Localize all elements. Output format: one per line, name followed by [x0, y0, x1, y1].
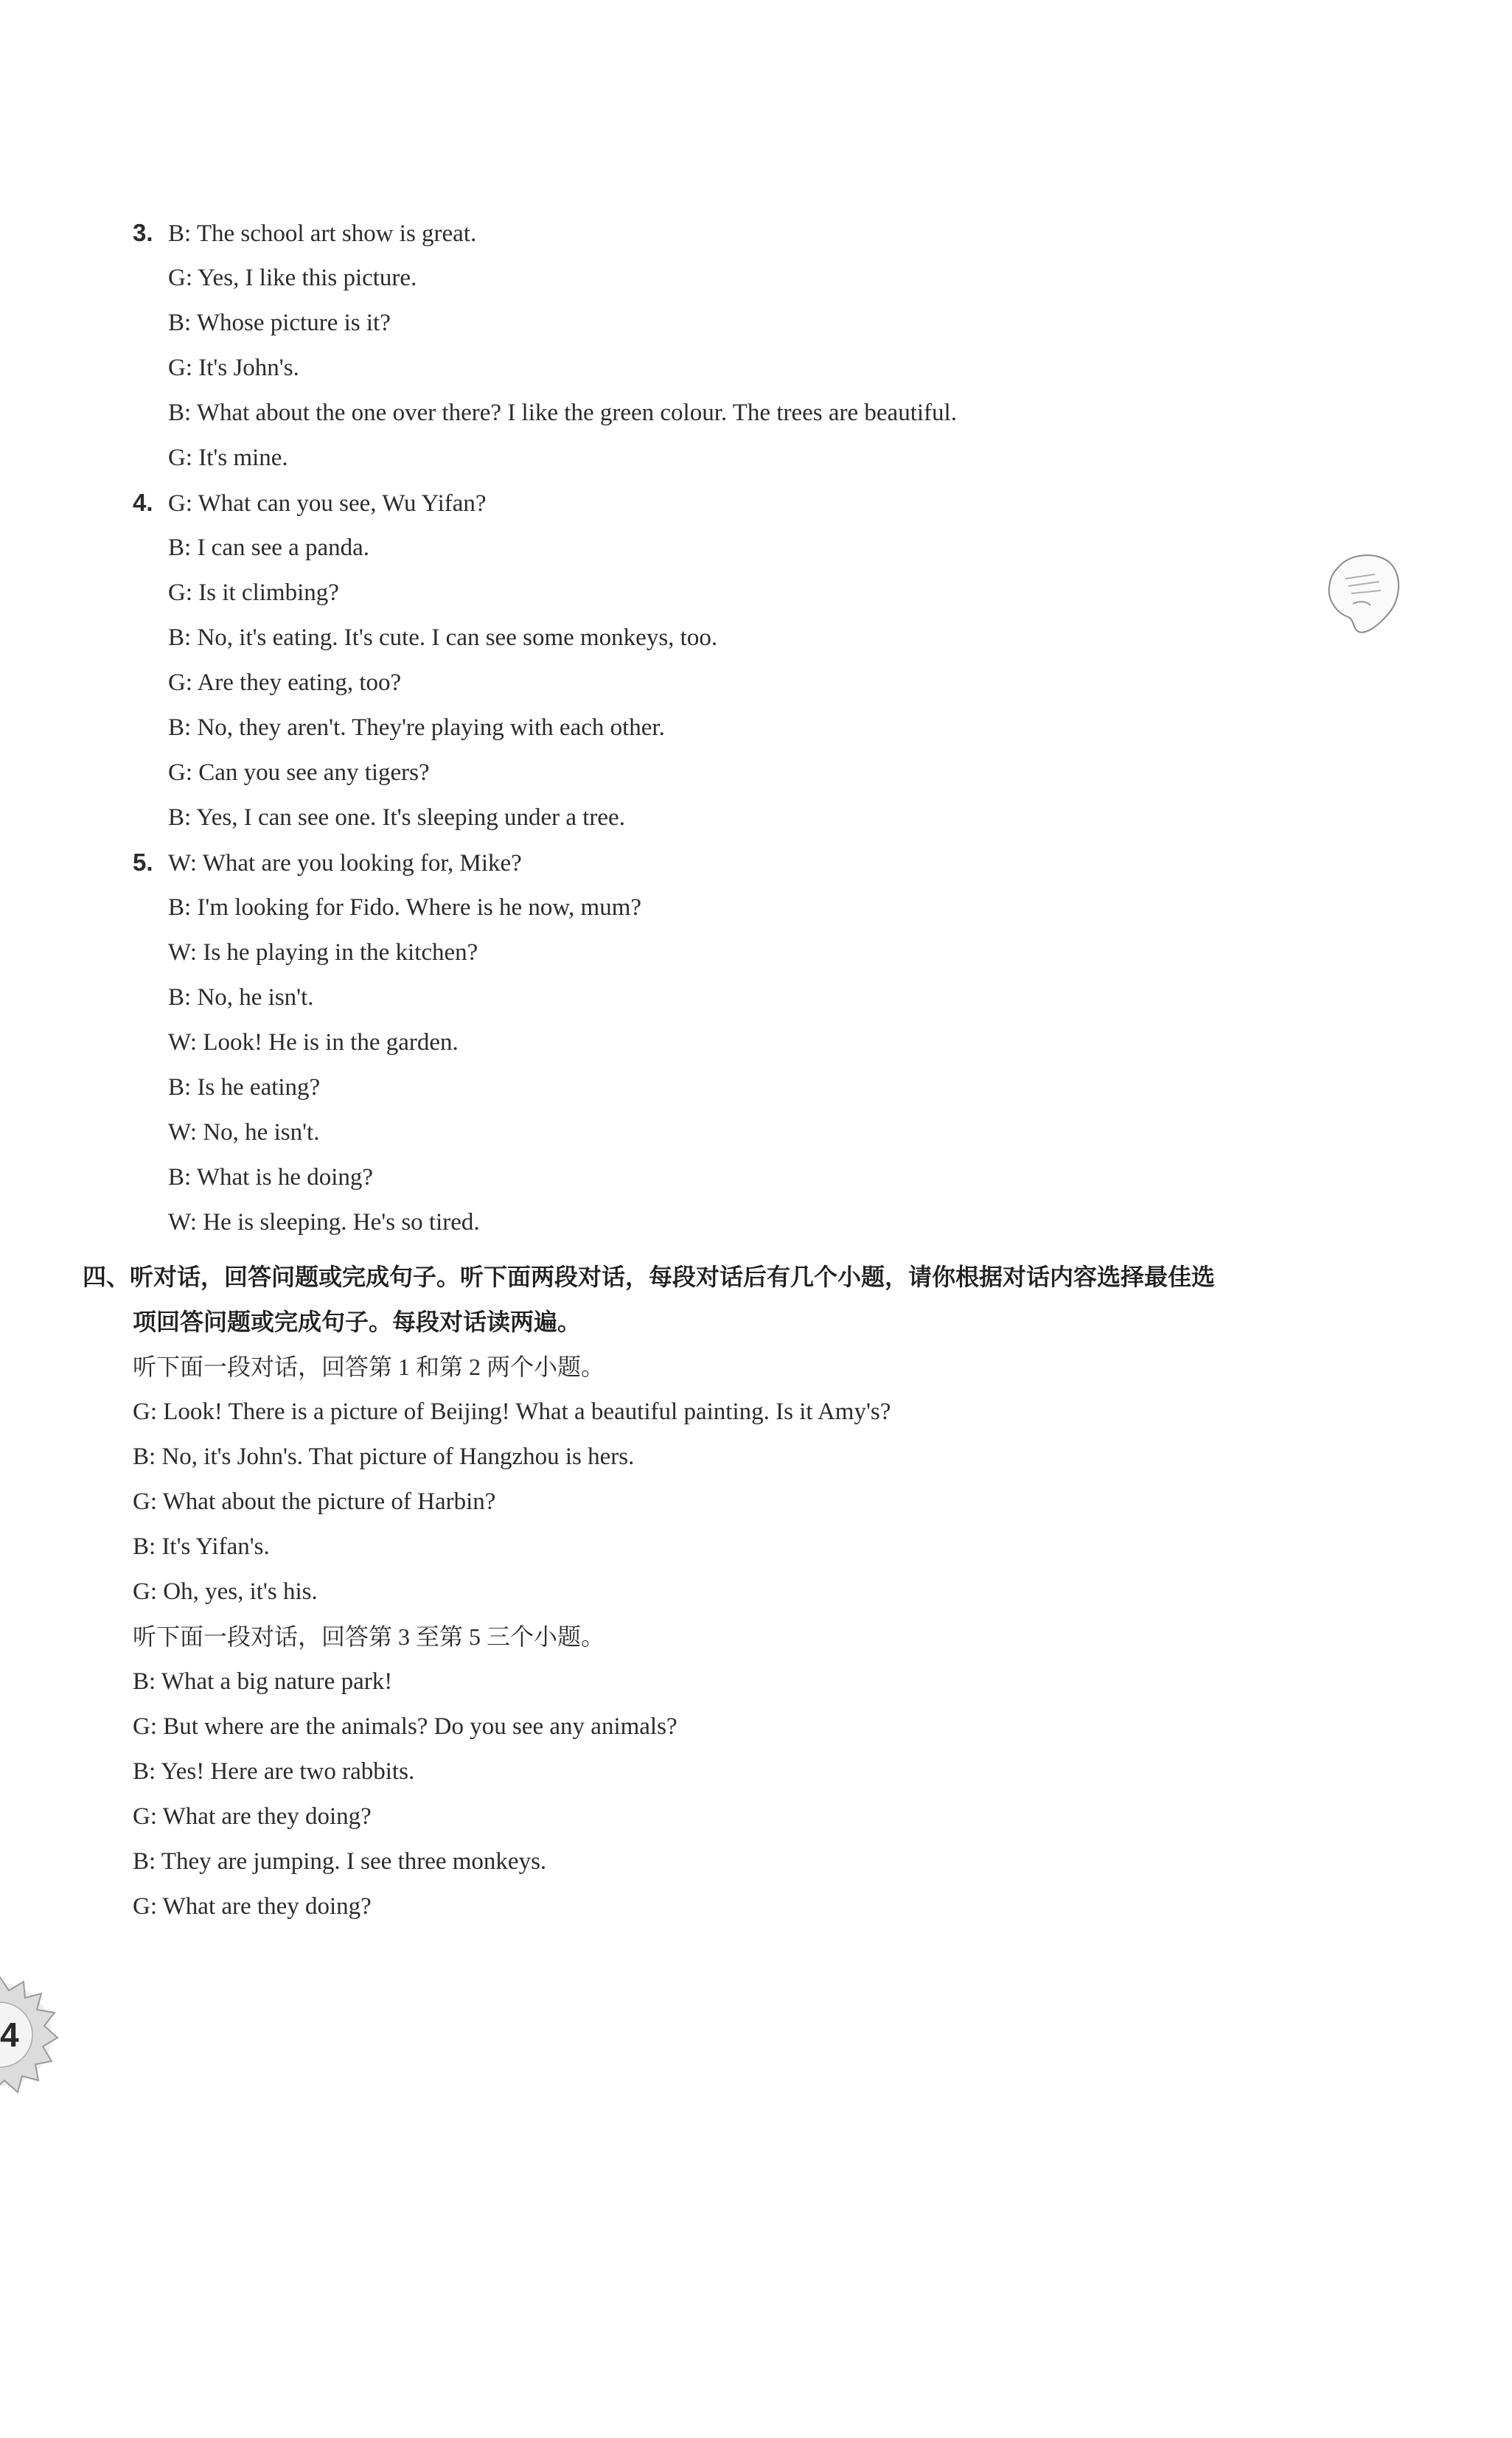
q5-line-7: [168, 1116, 319, 1149]
part2-line-4: [133, 1800, 372, 1833]
speaker: B:: [168, 714, 192, 741]
dialogue-text: But where are the animals? Do you see any animals?: [163, 1713, 677, 1740]
q3-line-2: [168, 262, 417, 294]
part2-line-3: [133, 1755, 414, 1788]
speaker: B:: [168, 984, 192, 1011]
part2-intro: 听下面一段对话，回答第 3 至第 5 三个小题。: [133, 1623, 605, 1650]
dialogue-text: Are they eating, too?: [197, 669, 402, 696]
q4-line-4: [168, 621, 717, 654]
speaker: G:: [168, 445, 192, 471]
part2-line-2: [133, 1710, 677, 1743]
dialogue-text: Oh, yes, it's his.: [163, 1578, 318, 1605]
section-heading-line-2: 项回答问题或完成句子。每段对话读两遍。: [133, 1308, 582, 1336]
q5-line-8: [168, 1161, 373, 1194]
speaker: B:: [168, 220, 192, 247]
q3-line-4: [168, 352, 299, 384]
part1-line-2: [133, 1441, 634, 1473]
speaker: B:: [168, 400, 192, 426]
speaker: G:: [133, 1488, 157, 1515]
q4-line-1: [133, 487, 487, 520]
q4-line-5: [168, 666, 401, 699]
question-number: 5.: [133, 849, 153, 876]
speaker: G:: [168, 759, 192, 786]
dialogue-text: Yes! Here are two rabbits.: [161, 1758, 415, 1785]
dialogue-text: It's John's.: [198, 355, 299, 381]
speaker: G:: [168, 579, 192, 606]
q5-line-2: [168, 891, 641, 924]
speaker: W:: [168, 939, 198, 966]
speaker: B:: [168, 1074, 192, 1101]
dialogue-text: What is he doing?: [196, 1164, 374, 1191]
speaker: B:: [168, 804, 192, 831]
dialogue-text: I'm looking for Fido. Where is he now, mum?: [197, 894, 642, 921]
speaker: G:: [133, 1803, 157, 1830]
part1-line-1: [133, 1396, 891, 1428]
dialogue-text: The school art show is great.: [196, 220, 477, 247]
q5-line-9: [168, 1206, 480, 1239]
dialogue-text: What a big nature park!: [161, 1668, 393, 1695]
speaker: G:: [133, 1713, 157, 1740]
speaker: B:: [168, 624, 192, 651]
q4-line-8: [168, 801, 625, 834]
q5-line-5: [168, 1026, 459, 1059]
stamp-icon: [1323, 549, 1404, 638]
dialogue-text: It's Yifan's.: [161, 1533, 270, 1560]
speaker: B:: [133, 1848, 156, 1875]
part2-line-6: [133, 1890, 372, 1923]
dialogue-text: Can you see any tigers?: [198, 759, 430, 786]
q5-line-3: [168, 936, 478, 969]
page-number: 4: [0, 2016, 19, 2054]
speaker: B:: [133, 1668, 156, 1695]
speaker: B:: [168, 534, 192, 561]
speaker: B:: [168, 894, 192, 921]
speaker: G:: [168, 490, 192, 517]
speaker: B:: [133, 1533, 156, 1560]
speaker: G:: [133, 1578, 157, 1605]
dialogue-text: What are you looking for, Mike?: [202, 850, 522, 877]
part1-intro: 听下面一段对话，回答第 1 和第 2 两个小题。: [133, 1354, 605, 1380]
speaker: W:: [168, 1119, 198, 1146]
dialogue-text: What about the one over there? I like the green colour. The trees are beautiful.: [196, 400, 957, 426]
speaker: B:: [133, 1758, 156, 1785]
speaker: G:: [168, 669, 192, 696]
dialogue-text: No, he isn't.: [197, 984, 314, 1011]
dialogue-text: What are they doing?: [162, 1803, 372, 1830]
part2-line-1: [133, 1665, 392, 1698]
q5-line-1: [133, 846, 522, 880]
speaker: G:: [168, 355, 192, 381]
speaker: B:: [168, 1164, 192, 1191]
part1-line-5: [133, 1575, 318, 1608]
section-heading-line-1: 四、听对话，回答问题或完成句子。听下面两段对话，每段对话后有几个小题，请你根据对话内容选择最佳选: [83, 1263, 1216, 1291]
q3-line-5: [168, 397, 957, 429]
dialogue-text: Whose picture is it?: [196, 310, 391, 336]
dialogue-text: Look! There is a picture of Beijing! What a beautiful painting. Is it Amy's?: [163, 1399, 891, 1425]
q4-line-2: [168, 532, 369, 564]
dialogue-text: No, it's eating. It's cute. I can see some monkeys, too.: [197, 624, 718, 651]
q3-line-3: [168, 307, 391, 339]
q4-line-6: [168, 711, 665, 744]
dialogue-text: What about the picture of Harbin?: [162, 1488, 496, 1515]
part1-line-4: [133, 1530, 270, 1563]
dialogue-text: No, they aren't. They're playing with each other.: [197, 714, 665, 741]
speaker: B:: [168, 310, 192, 336]
q4-line-7: [168, 756, 430, 789]
speaker: G:: [133, 1893, 157, 1920]
q5-line-6: [168, 1071, 320, 1104]
dialogue-text: No, he isn't.: [203, 1119, 320, 1146]
q4-line-3: [168, 577, 339, 609]
speaker: W:: [168, 1209, 198, 1236]
dialogue-text: Yes, I can see one. It's sleeping under a tree.: [196, 804, 625, 831]
dialogue-text: No, it's John's. That picture of Hangzhou is hers.: [161, 1443, 635, 1470]
q3-line-6: [168, 442, 288, 474]
dialogue-text: What are they doing?: [162, 1893, 372, 1920]
q3-line-1: [133, 217, 476, 250]
speaker: G:: [133, 1399, 157, 1425]
dialogue-text: Look! He is in the garden.: [203, 1029, 459, 1056]
q5-line-4: [168, 981, 314, 1014]
dialogue-text: Yes, I like this picture.: [198, 265, 417, 291]
question-number: 3.: [133, 219, 153, 246]
dialogue-text: What can you see, Wu Yifan?: [198, 490, 487, 517]
dialogue-text: Is he eating?: [197, 1074, 321, 1101]
dialogue-text: He is sleeping. He's so tired.: [203, 1209, 480, 1236]
speaker: W:: [168, 850, 198, 877]
speaker: B:: [133, 1443, 156, 1470]
dialogue-text: They are jumping. I see three monkeys.: [161, 1848, 547, 1875]
part2-line-5: [133, 1845, 546, 1878]
dialogue-text: Is it climbing?: [198, 579, 339, 606]
speaker: W:: [168, 1029, 198, 1056]
dialogue-text: Is he playing in the kitchen?: [203, 939, 478, 966]
dialogue-text: It's mine.: [198, 445, 288, 471]
question-number: 4.: [133, 489, 153, 516]
part1-line-3: [133, 1486, 495, 1518]
speaker: G:: [168, 265, 192, 291]
dialogue-text: I can see a panda.: [197, 534, 370, 561]
